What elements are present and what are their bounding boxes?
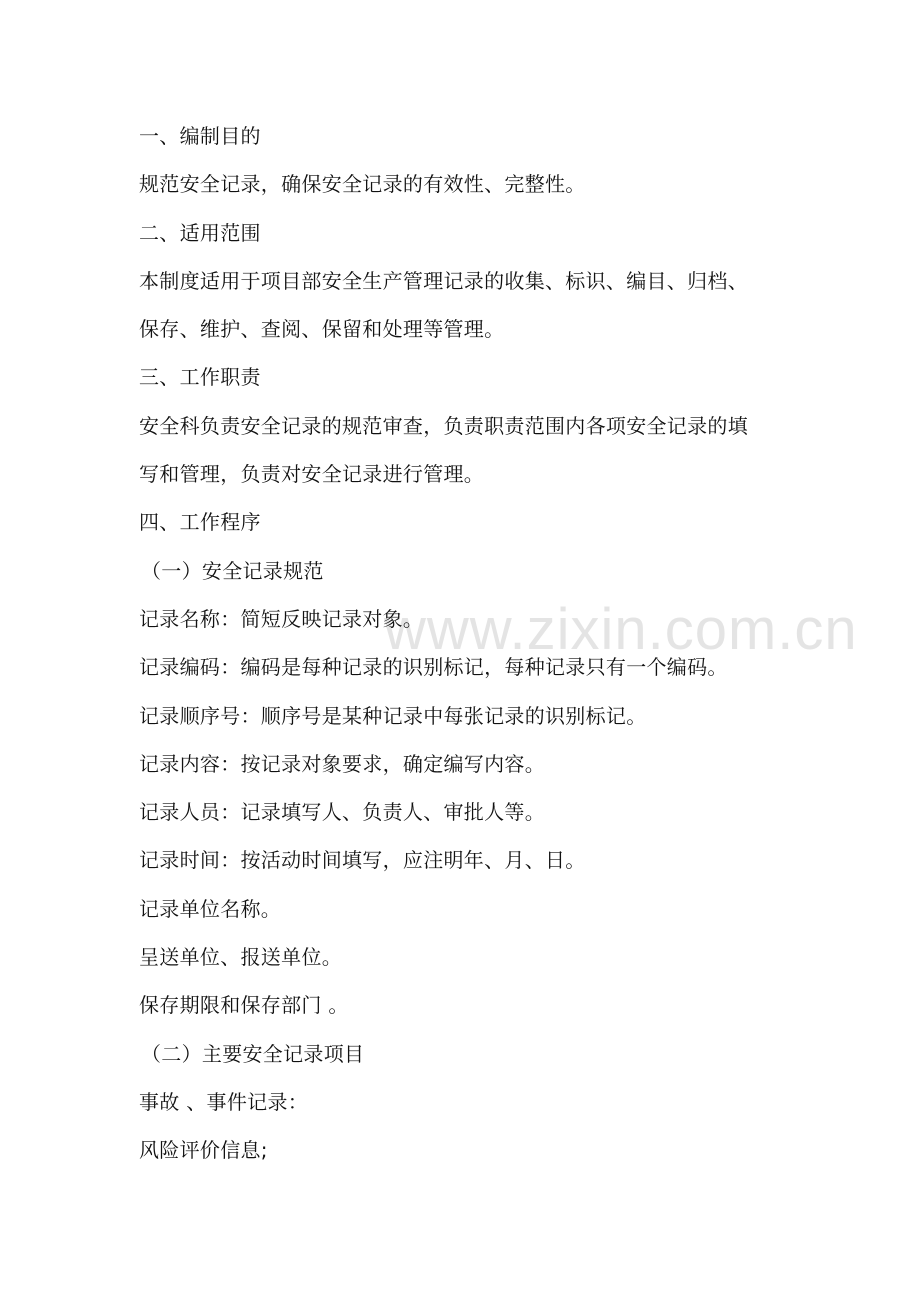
paragraph-purpose: 规范安全记录，确保安全记录的有效性、完整性。 bbox=[139, 172, 586, 197]
subsection-heading-record-spec: （一）安全记录规范 bbox=[141, 558, 324, 583]
document-body bbox=[139, 112, 819, 1175]
list-item-record-time: 记录时间：按活动时间填写，应注明年、月、日。 bbox=[139, 848, 586, 873]
list-item-accident-records: 事故 、事件记录： bbox=[139, 1089, 309, 1114]
list-item-record-code: 记录编码：编码是每种记录的识别标记，每种记录只有一个编码。 bbox=[139, 655, 728, 680]
list-item-risk-assessment: 风险评价信息; bbox=[139, 1138, 268, 1163]
list-item-record-unit-name: 记录单位名称。 bbox=[139, 896, 282, 921]
list-item-record-personnel: 记录人员：记录填写人、负责人、审批人等。 bbox=[139, 800, 545, 825]
section-heading-procedure: 四、工作程序 bbox=[139, 510, 261, 535]
list-item-retention: 保存期限和保存部门 。 bbox=[139, 993, 349, 1018]
paragraph-scope-line-1: 本制度适用于项目部安全生产管理记录的收集、标识、编目、归档、 bbox=[139, 268, 748, 293]
list-item-submitting-unit: 呈送单位、报送单位。 bbox=[139, 945, 342, 970]
section-heading-purpose: 一、编制目的 bbox=[139, 124, 261, 148]
paragraph-responsibilities-line-2: 写和管理，负责对安全记录进行管理。 bbox=[139, 462, 485, 487]
section-heading-responsibilities: 三、工作职责 bbox=[139, 365, 261, 390]
subsection-heading-main-records: （二）主要安全记录项目 bbox=[141, 1041, 365, 1066]
paragraph-scope-line-2: 保存、维护、查阅、保留和处理等管理。 bbox=[139, 317, 505, 342]
paragraph-responsibilities-line-1: 安全科负责安全记录的规范审查，负责职责范围内各项安全记录的填 bbox=[139, 413, 748, 438]
section-heading-scope: 二、适用范围 bbox=[139, 220, 261, 245]
list-item-record-name: 记录名称：简短反映记录对象。 bbox=[139, 606, 424, 631]
list-item-record-content: 记录内容：按记录对象要求，确定编写内容。 bbox=[139, 751, 545, 776]
watermark: www.zixin.com.cn bbox=[384, 597, 858, 662]
list-item-record-sequence: 记录顺序号：顺序号是某种记录中每张记录的识别标记。 bbox=[139, 703, 647, 728]
